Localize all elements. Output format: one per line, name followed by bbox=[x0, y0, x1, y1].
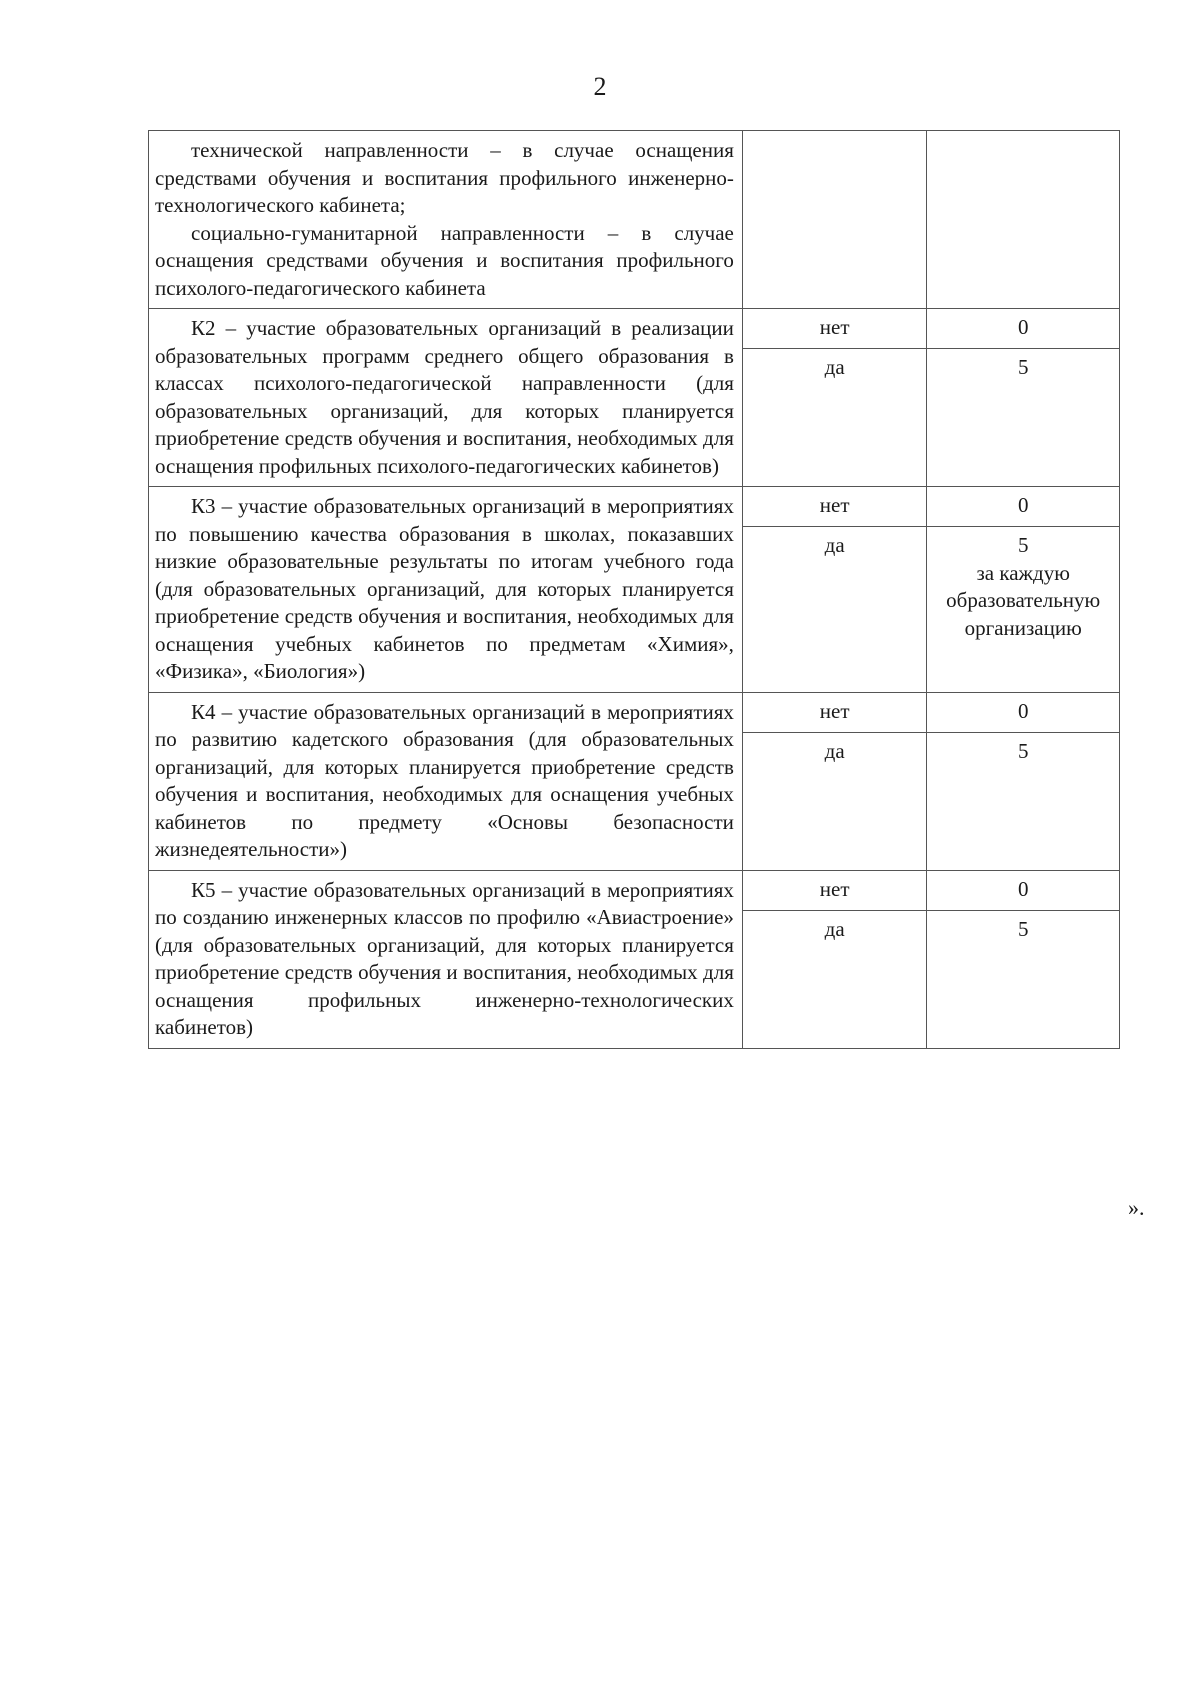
points-cell bbox=[927, 692, 1120, 870]
points-cell bbox=[927, 870, 1120, 1048]
points-yes: 5 bbox=[1017, 738, 1029, 763]
criterion-text: К5 – участие образовательных организаций в мероприятиях по созданию инженерных классов по профилю «Авиастроение» (для образовательных организаций, для которых планируется приобретение средств обучения и воспитания, необходимых для оснащения профильных инженерно-технологических кабинетов) bbox=[155, 877, 734, 1039]
option-yes: да bbox=[824, 916, 845, 941]
paragraph: социально-гуманитарной направленности – в случае оснащения средствами обучения и воспитания профильного психолого-педагогического кабинета bbox=[155, 220, 734, 300]
criterion-description bbox=[149, 870, 743, 1048]
option-yes: да bbox=[824, 533, 845, 557]
paragraph: технической направленности – в случае оснащения средствами обучения и воспитания профильного инженерно-технологического кабинета; bbox=[155, 138, 734, 217]
option-cell bbox=[742, 487, 927, 693]
points-no: 0 bbox=[927, 487, 1119, 527]
table-row bbox=[149, 309, 1120, 487]
criterion-text: К2 – участие образовательных организаций в реализации образовательных программ среднего общего образования в классах психолого-педагогической направленности (для образовательных организаций, для которых планируется приобретение средств обучения и воспитания, необходимых для оснащения профильных психолого-педагогических кабинетов) bbox=[155, 316, 734, 478]
points-cell bbox=[927, 131, 1120, 309]
option-cell bbox=[742, 131, 927, 309]
table-row bbox=[149, 692, 1120, 870]
points-cell bbox=[927, 309, 1120, 487]
points-no: 0 bbox=[927, 309, 1119, 349]
page-number: 2 bbox=[593, 72, 607, 101]
criteria-table bbox=[148, 130, 1120, 1049]
option-cell bbox=[742, 309, 927, 487]
option-cell bbox=[742, 692, 927, 870]
criterion-text: К3 – участие образовательных организаций в мероприятиях по повышению качества образования в школах, показавших низкие образовательные результаты по итогам учебного года (для образовательных организаций, для которых планируется приобретение средств обучения и воспитания, необходимых для оснащения учебных кабинетов по предметам «Химия», «Физика», «Биология») bbox=[155, 494, 734, 683]
option-no: нет bbox=[743, 487, 927, 527]
points-no: 0 bbox=[927, 693, 1119, 733]
table-row bbox=[149, 487, 1120, 693]
points-yes: 5 bbox=[1017, 916, 1029, 941]
points-no: 0 bbox=[927, 871, 1119, 911]
closing-quote-mark: ». bbox=[1128, 1195, 1145, 1220]
criterion-text: К4 – участие образовательных организаций в мероприятиях по развитию кадетского образования (для образовательных организаций, для которых планируется приобретение средств обучения и воспитания, необходимых для оснащения учебных кабинетов по предмету «Основы безопасности жизнедеятельности») bbox=[155, 699, 734, 861]
option-no: нет bbox=[743, 693, 927, 733]
criterion-description bbox=[149, 309, 743, 487]
option-yes: да bbox=[824, 355, 845, 379]
criterion-description bbox=[149, 487, 743, 693]
option-yes: да bbox=[824, 738, 845, 763]
criterion-description bbox=[149, 692, 743, 870]
points-yes: 5 bbox=[1017, 533, 1029, 557]
points-cell bbox=[927, 487, 1120, 693]
option-no: нет bbox=[743, 871, 927, 911]
option-cell bbox=[742, 870, 927, 1048]
option-no: нет bbox=[743, 309, 927, 349]
table-row bbox=[149, 131, 1120, 309]
points-yes: 5 bbox=[1017, 355, 1029, 379]
criterion-description bbox=[149, 131, 743, 309]
table-row bbox=[149, 870, 1120, 1048]
points-note: за каждую образовательную организацию bbox=[946, 560, 1101, 640]
